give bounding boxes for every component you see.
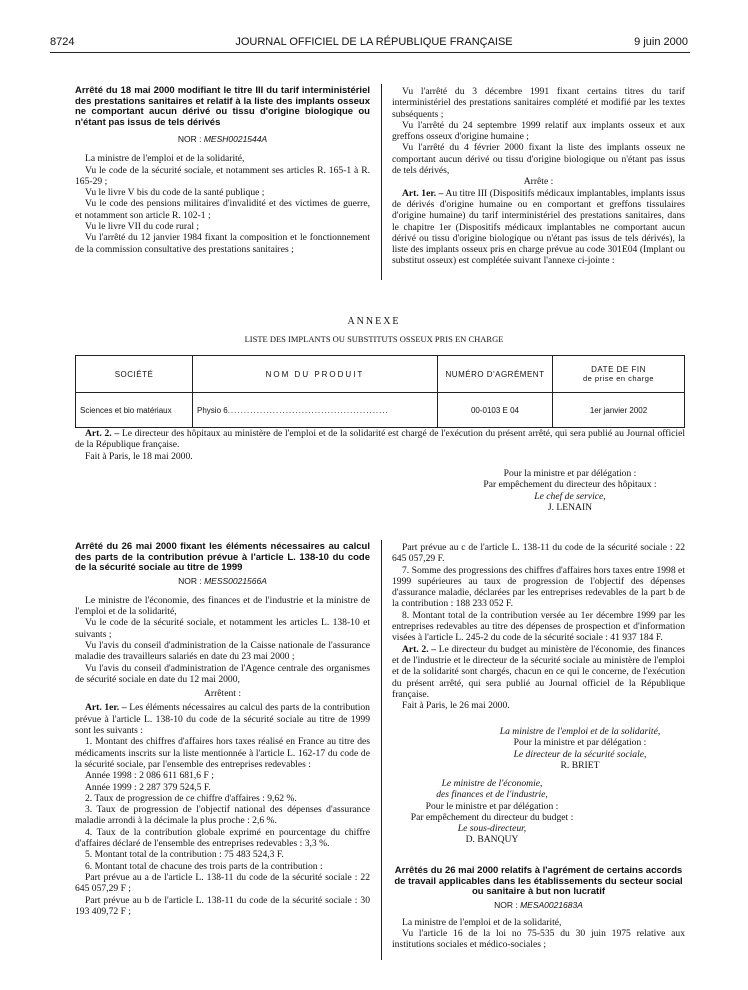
decree2-para: 1. Montant des chiffres d'affaires hors taxes réalisé en France au titre des médicaments inscrits sur la liste mentionnée à l'article L. 162-17 du code de la sécurité sociale, par l'ensemble des entreprises redevables :: [75, 736, 370, 770]
decree2-para: Vu l'avis du conseil d'administration de l'Agence centrale des organismes de sécurité sociale en date du 12 mai 2000,: [75, 662, 370, 685]
col-header-agrement: NUMÉRO D'AGRÉMENT: [438, 356, 553, 393]
decree1-right-column: [392, 86, 685, 267]
col-header-produit: NOM DU PRODUIT: [193, 356, 438, 393]
decree1-title: Arrêté du 18 mai 2000 modifiant le titre III du tarif interministériel des prestations sanitaires et relatif à la liste des implants osseux ne comportant aucun dérivé ou tissu d'origine biologique ou n'étant pas issus de tels dérivés: [75, 85, 370, 128]
col-header-societe: SOCIÉTÉ: [76, 356, 193, 393]
decree2-para: 8. Montant total de la contribution versée au 1er décembre 1999 par les entreprises redevables au titre des dépenses de prospection et d'information visées à l'article L. 245-2 du code de la sécurité sociale : 41 937 184 F.: [392, 609, 685, 644]
decree2-para: 4. Taux de la contribution globale exprimé en pourcentage du chiffre d'affaires déclaré de l'ensemble des entreprises redevables : 3,3 %.: [75, 826, 370, 850]
decree1-art1: Art. 1er. – Au titre III (Dispositifs médicaux implantables, implants issus de dérivés d'origine humaine ou en comportant et greffons tissulaires d'origine humaine) du tarif interministériel des prestations sanitaires, dans le chapitre 1er (Dispositifs médicaux implantables ne comportant aucun dérivé ou tissu d'origine biologique ou n'étant pas issus de tels dérivés), la liste des implants osseux pris en charge prévue au code 301E04 (Implant ou substitut osseux) est complétée suivant l'annexe ci-jointe :: [392, 187, 685, 267]
decree1-para: Vu l'arrêté du 4 février 2000 fixant la liste des implants osseux ne comportant aucun dérivé ou tissu d'origine biologique ou n'étant pas issus de tels dérivés,: [392, 142, 685, 177]
decree1-para: Vu l'arrêté du 12 janvier 1984 fixant la composition et le fonctionnement de la commission consultative des prestations sanitaires ;: [75, 232, 370, 255]
decree1-para: Vu le livre V bis du code de la santé publique ;: [85, 187, 265, 199]
decree1-para: Vu l'arrêté du 3 décembre 1991 fixant certains titres du tarif interministériel des prestations sanitaires complété et modifié par les textes subséquents ;: [392, 86, 685, 120]
decree2-right-column: [392, 542, 685, 711]
decree2-para: Part prévue au b de l'article L. 138-11 du code de la sécurité sociale : 30 193 409,72 F ;: [75, 894, 370, 917]
header-rule: [50, 52, 690, 53]
decree2-para: 5. Montant total de la contribution : 75 483 524,3 F.: [85, 849, 284, 861]
decree2-signature-1: La ministre de l'emploi et de la solidarité, Pour la ministre et par délégation : Le directeur de la sécurité sociale, R. BRIET: [499, 726, 661, 771]
decree2-para: Année 1998 : 2 086 611 681,6 F ;: [85, 770, 214, 782]
decree1-nor: NOR : MESH0021544A: [177, 134, 268, 144]
decree2-para: 2. Taux de progression de ce chiffre d'affaires : 9,62 %.: [85, 792, 297, 804]
decree2-para: Part prévue au a de l'article L. 138-11 du code de la sécurité sociale : 22 645 057,29 F ;: [75, 871, 370, 895]
annex-subtitle: LISTE DES IMPLANTS OU SUBSTITUTS OSSEUX PRIS EN CHARGE: [244, 334, 504, 344]
decree1-done: Fait à Paris, le 18 mai 2000.: [85, 450, 193, 462]
decree3-para: La ministre de l'emploi et de la solidarité,: [402, 916, 562, 928]
decree2-para: 7. Somme des progressions des chiffres d'affaires hors taxes entre 1998 et 1999 supérieures au taux de progression de l'objectif des dépenses d'assurance maladie, déclarées par les entreprises redevables de la part b de la contribution : 188 233 052 F.: [392, 564, 685, 610]
decree1-para: La ministre de l'emploi et de la solidarité,: [85, 153, 245, 165]
journal-title: JOURNAL OFFICIEL DE LA RÉPUBLIQUE FRANÇAISE: [235, 36, 513, 48]
decree3-column: [392, 866, 685, 951]
decree2-art2: Art. 2. – Le directeur du budget au ministère de l'économie, des finances et de l'industrie et le directeur de la sécurité sociale au ministère de l'emploi et de la solidarité sont chargés, chacun en ce qui le concerne, de l'exécution du présent arrêté, qui sera publié au Journal officiel de la République française.: [392, 643, 685, 700]
decree2-done: Fait à Paris, le 26 mai 2000.: [402, 700, 510, 712]
page-number: 8724: [50, 36, 75, 48]
annex-table: [75, 355, 685, 428]
decree2-para: Année 1999 : 2 287 379 524,5 F.: [85, 781, 211, 793]
decree1-closing: [75, 428, 685, 462]
table-header-row: [76, 356, 685, 393]
decree1-arrete: Arrête :: [523, 176, 554, 188]
cell-societe: Sciences et bio matériaux: [76, 393, 193, 428]
decree2-title: Arrêté du 26 mai 2000 fixant les éléments nécessaires au calcul des parts de la contribution prévue à l'article L. 138-10 du code de la sécurité sociale au titre de 1999: [75, 541, 370, 573]
issue-date: 9 juin 2000: [634, 36, 688, 48]
decree3-title: Arrêtés du 26 mai 2000 relatifs à l'agrément de certains accords de travail applicables dans les établissements du secteur social ou sanitaire à but non lucratif: [394, 865, 683, 897]
decree1-para: Vu le code des pensions militaires d'invalidité et des victimes de guerre, et notamment son article R. 102-1 ;: [75, 198, 370, 221]
decree2-para: Le ministre de l'économie, des finances et de l'industrie et la ministre de l'emploi et de la solidarité,: [75, 594, 370, 618]
decree2-nor: NOR : MESS0021566A: [178, 575, 267, 586]
decree2-para: Vu le code de la sécurité sociale, et notamment les articles L. 138-10 et suivants ;: [75, 617, 370, 640]
decree2-para: 6. Montant total de chacune des trois parts de la contribution :: [85, 860, 323, 872]
decree2-para: 3. Taux de progression de l'objectif national des dépenses d'assurance maladie arrondi à la décimale la plus proche : 2,6 %.: [75, 804, 370, 827]
cell-agrement: 00-0103 E 04: [438, 393, 553, 428]
cell-produit: Physio 6..................................................: [193, 393, 438, 428]
decree1-para: Vu le livre VII du code rural ;: [85, 221, 200, 233]
decree1-para: Vu l'arrêté du 24 septembre 1999 relatif aux implants osseux et aux greffons osseux d'origine humaine ;: [392, 119, 685, 143]
cell-date: 1er janvier 2002: [553, 393, 685, 428]
column-divider: [381, 84, 382, 280]
decree1-left-column: [75, 86, 370, 255]
decree3-para: Vu l'article 16 de la loi no 75-535 du 30 juin 1975 relative aux institutions sociales et médico-sociales ;: [392, 928, 685, 951]
decree1-signature: Pour la ministre et par délégation : Par empêchement du directeur des hôpitaux : Le chef de service, J. LENAIN: [483, 468, 657, 513]
decree2-signature-2: Le ministre de l'économie, des finances et de l'industrie, Pour le ministre et par délégation : Par empêchement du directeur du budget : Le sous-directeur, D. BANQUY: [410, 778, 574, 846]
decree2-art1: Art. 1er. – Les éléments nécessaires au calcul des parts de la contribution prévue à l'article L. 138-10 du code de la sécurité sociale au titre de 1999 sont les suivants :: [75, 702, 370, 737]
annex-title: ANNEXE: [347, 316, 401, 327]
decree2-para: Part prévue au c de l'article L. 138-11 du code de la sécurité sociale : 22 645 057,29 F.: [392, 542, 685, 565]
decree2-arretent: Arrêtent :: [203, 688, 242, 700]
table-row: [76, 393, 685, 428]
column-divider: [381, 540, 382, 960]
decree2-left-column: [75, 542, 370, 917]
col-header-date-fin: DATE DE FIN de prise en charge: [553, 356, 685, 393]
decree3-nor: NOR : MESA0021683A: [494, 899, 583, 910]
decree2-para: Vu l'avis du conseil d'administration de la Caisse nationale de l'assurance maladie des travailleurs salariés en date du 23 mai 2000 ;: [75, 639, 370, 663]
decree1-para: Vu le code de la sécurité sociale, et notamment ses articles R. 165-1 à R. 165-29 ;: [75, 164, 370, 187]
decree1-art2: Art. 2. – Le directeur des hôpitaux au ministère de l'emploi et de la solidarité est chargé de l'exécution du présent arrêté, qui sera publié au Journal officiel de la République française.: [75, 428, 685, 451]
